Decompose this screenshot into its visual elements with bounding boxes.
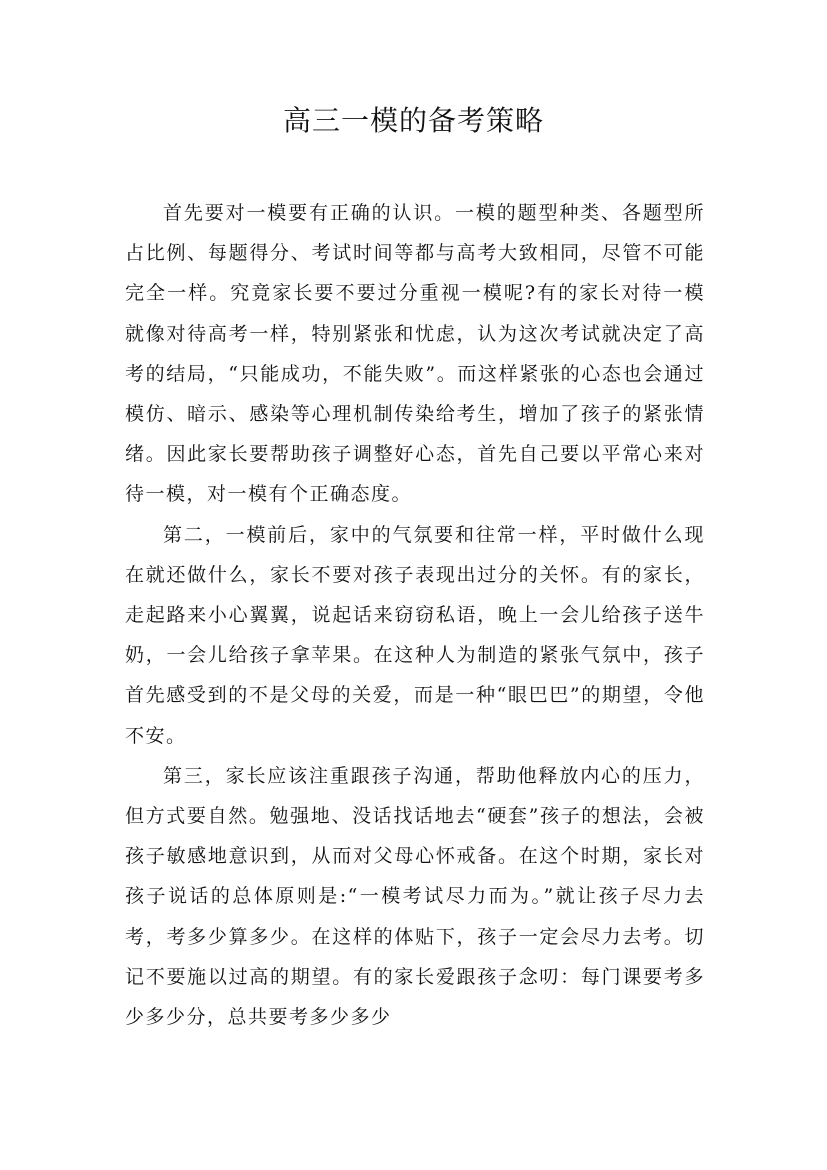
document-body [125, 193, 705, 1037]
paragraph-3: 第三，家长应该注重跟孩子沟通，帮助他释放内心的压力，但方式要自然。勉强地、没话找话地去“硬套”孩子的想法，会被孩子敏感地意识到，从而对父母心怀戒备。在这个时期，家长对孩子说话的总体原则是:“一模考试尽力而为。”就让孩子尽力去考，考多少算多少。在这样的体贴下，孩子一定会尽力去考。切记不要施以过高的期望。有的家长爱跟孩子念叨：每门课要考多少多少分，总共要考多少多少 [125, 764, 705, 1029]
document-title: 高三一模的备考策略 [282, 104, 544, 137]
paragraph-1: 首先要对一模要有正确的认识。一模的题型种类、各题型所占比例、每题得分、考试时间等都与高考大致相同，尽管不可能完全一样。究竟家长要不要过分重视一模呢?有的家长对待一模就像对待高考一样，特别紧张和忧虑，认为这次考试就决定了高考的结局，“只能成功，不能失败”。而这样紧张的心态也会通过模仿、暗示、感染等心理机制传染给考生，增加了孩子的紧张情绪。因此家长要帮助孩子调整好心态，首先自己要以平常心来对待一模，对一模有个正确态度。 [125, 202, 705, 506]
paragraph-2: 第二，一模前后，家中的气氛要和往常一样，平时做什么现在就还做什么，家长不要对孩子表现出过分的关怀。有的家长，走起路来小心翼翼，说起话来窃窃私语，晚上一会儿给孩子送牛奶，一会儿给孩子拿苹果。在这种人为制造的紧张气氛中，孩子首先感受到的不是父母的关爱，而是一种“眼巴巴”的期望，令他不安。 [125, 523, 705, 747]
